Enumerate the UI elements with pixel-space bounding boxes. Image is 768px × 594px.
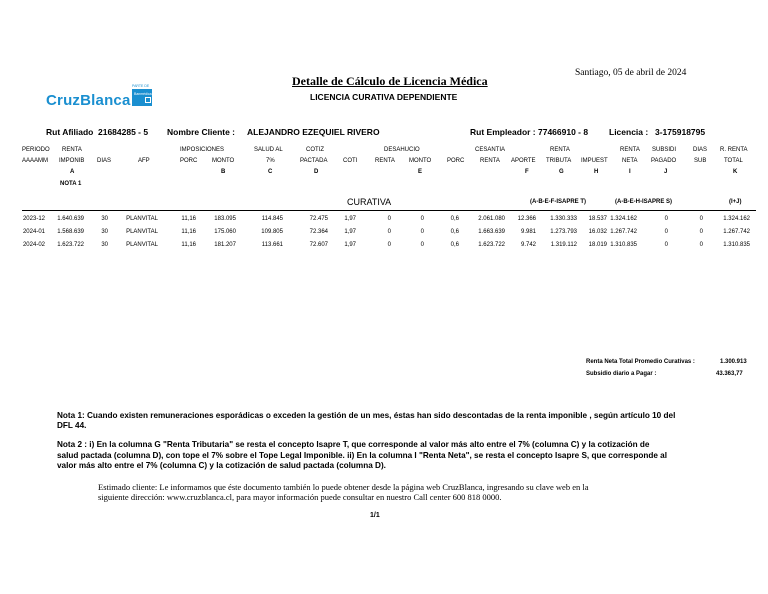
logo-box-mark [145,97,151,103]
document-title: Detalle de Cálculo de Licencia Médica [292,74,488,88]
col-renta-tributa: RENTA [550,147,570,153]
nota-2-line-2: salud pactada (columna D), con tope el 7% sobre el Tope Legal Imponible. ii) En la columna I "Renta Neta", se resta el concepto Isapre S, que corresponde al [57,451,667,460]
table-cell: 0 [387,216,391,222]
subsidio-label: Subsidio diario a Pagar : [586,371,657,377]
col-letter-k: K [733,169,738,175]
rut-empleador-label: Rut Empleador : [470,127,536,137]
col-pactada: PACTADA [300,158,328,164]
table-cell: 72.607 [309,242,328,248]
col-imponib: IMPONIB [59,158,85,164]
nota-1-line-1: Nota 1: Cuando existen remuneraciones esporádicas o exceden la gestión de un mes, éstas han sido descontadas de la renta imponible , según artículo 10 del [57,411,676,420]
table-cell: 72.364 [309,229,328,235]
table-cell: 1,97 [344,229,356,235]
rut-afiliado: 21684285 - 5 [98,127,149,137]
col-total: TOTAL [724,158,743,164]
col-subsidi: SUBSIDI [652,147,677,153]
renta-neta-label: Renta Neta Total Promedio Curativas : [586,359,695,365]
col-salud-pct: 7% [266,158,275,164]
table-cell: 0 [664,229,668,235]
table-cell: 30 [101,216,108,222]
table-cell: 30 [101,242,108,248]
table-cell: 1.330.333 [550,216,577,222]
col-coti: COTI [343,158,358,164]
table-cell: 11,16 [181,229,196,235]
col-letter-h: H [594,169,599,175]
formula-i: (A-B-E-H-ISAPRE S) [615,199,672,205]
footer-line-1: Estimado cliente: Le informamos que éste documento también lo puede obtener desde la página web CruzBlanca, ingresando su clave web en la [98,482,589,492]
subsidio-value: 43.363,77 [716,371,743,377]
col-porc-2: PORC [447,158,465,164]
table-cell: PLANVITAL [126,216,158,222]
col-r-renta: R. RENTA [720,147,748,153]
col-desahucio: DESAHUCIO [384,147,420,153]
table-cell: 1.319.112 [550,242,577,248]
table-cell: 1,97 [344,242,356,248]
banmedica-logo-icon [132,89,152,106]
table-cell: 0 [664,216,668,222]
table-cell: 1.568.639 [57,229,84,235]
table-cell: 1.623.722 [57,242,84,248]
table-cell: PLANVITAL [126,242,158,248]
table-cell: 183.095 [214,216,236,222]
licencia-label: Licencia : [609,127,649,137]
table-cell: 2.061.080 [478,216,505,222]
col-letter-j: J [664,169,668,175]
table-cell: 109.805 [261,229,283,235]
table-cell: 1.640.639 [57,216,84,222]
table-cell: 18.019 [588,242,607,248]
col-cesantia: CESANTIA [475,147,506,153]
col-renta: RENTA [62,147,82,153]
table-cell: 1.663.639 [478,229,505,235]
col-tributa: TRIBUTA [546,158,572,164]
table-cell: 9.742 [520,242,536,248]
col-afp: AFP [138,158,150,164]
table-cell: 0 [420,216,424,222]
table-cell: 11,16 [181,242,196,248]
table-cell: 0 [699,242,703,248]
col-letter-g: G [559,169,564,175]
licencia-number: 3-175918795 [655,127,706,137]
table-cell: 1.273.793 [550,229,577,235]
nota-2-line-1: Nota 2 : i) En la columna G "Renta Tributaria" se resta el concepto Isapre T, que corresponde al valor más alto entre el 7% (columna C) y la cotización de [57,440,650,449]
col-dias: DIAS [97,158,112,164]
col-impuest: IMPUEST [581,158,608,164]
table-cell: 2024-01 [22,229,45,235]
formula-g: (A-B-E-F-ISAPRE T) [530,199,586,205]
col-nota-1: NOTA 1 [60,181,82,187]
table-cell: 0 [387,229,391,235]
table-cell: 0 [420,242,424,248]
table-cell: 0,6 [450,242,459,248]
col-letter-i: I [629,169,631,175]
table-cell: 0 [420,229,424,235]
table-cell: 114.845 [261,216,283,222]
table-cell: 0 [664,242,668,248]
col-renta-neta: RENTA [620,147,640,153]
renta-neta-value: 1.300.913 [720,359,747,365]
table-separator [22,210,756,211]
rut-afiliado-label: Rut Afiliado [46,127,94,137]
table-cell: 16.032 [588,229,607,235]
table-cell: 181.207 [214,242,236,248]
table-cell: 72.475 [309,216,328,222]
table-cell: 12.366 [517,216,536,222]
table-cell: 113.661 [261,242,283,248]
table-cell: 1.310.835 [610,242,637,248]
table-cell: 0,6 [450,216,459,222]
col-sub: SUB [694,158,707,164]
table-cell: 0 [699,229,703,235]
col-periodo: PERIODO [22,147,50,153]
nota-2-line-3: valor más alto entre el 7% (columna C) y la cotización de salud pactada (columna D). [57,461,386,470]
document-date: Santiago, 05 de abril de 2024 [575,68,687,78]
section-curativa: CURATIVA [347,197,392,207]
table-cell: 1.310.835 [723,242,750,248]
page-number: 1/1 [370,512,380,519]
table-cell: 1.324.162 [723,216,750,222]
col-letter-b: B [221,169,226,175]
col-pagado: PAGADO [651,158,677,164]
logo-tagline: PARTE DE [132,84,150,88]
nota-1-line-2: DFL 44. [57,421,87,430]
col-letter-f: F [525,169,529,175]
col-aaaamm: AAAAMM [22,158,49,164]
col-monto: MONTO [212,158,235,164]
col-des-monto: MONTO [409,158,432,164]
table-cell: 2024-02 [22,242,45,248]
table-cell: 2023-12 [22,216,45,222]
nombre-cliente-label: Nombre Cliente : [167,127,236,137]
table-cell: 1.267.742 [610,229,637,235]
col-dias-sub: DIAS [693,147,708,153]
col-neta: NETA [622,158,638,164]
footer-line-2: siguiente dirección: www.cruzblanca.cl, para mayor información puede consultar en nuestro Call center 600 818 0000. [98,492,502,502]
nombre-cliente: ALEJANDRO EZEQUIEL RIVERO [247,127,380,137]
table-cell: PLANVITAL [126,229,158,235]
table-cell: 1.623.722 [478,242,505,248]
col-cotiz: COTIZ [306,147,324,153]
col-letter-c: C [268,169,273,175]
col-letter-d: D [314,169,319,175]
col-porc: PORC [180,158,198,164]
table-cell: 9.981 [520,229,536,235]
table-cell: 1.267.742 [723,229,750,235]
table-cell: 1,97 [344,216,356,222]
table-cell: 30 [101,229,108,235]
col-letter-e: E [418,169,423,175]
formula-k: (I+J) [729,199,742,205]
table-cell: 18.537 [588,216,607,222]
table-cell: 1.324.162 [610,216,637,222]
col-ces-renta: RENTA [480,158,500,164]
cruzblanca-logo: CruzBlanca [46,92,131,109]
document-subtitle: LICENCIA CURATIVA DEPENDIENTE [310,92,458,102]
col-des-renta: RENTA [375,158,395,164]
table-cell: 11,16 [181,216,196,222]
logo-box-text: Banmédica [134,92,152,96]
rut-empleador: 77466910 - 8 [538,127,589,137]
table-cell: 0 [387,242,391,248]
col-aporte: APORTE [511,158,536,164]
table-cell: 0,6 [450,229,459,235]
col-imposiciones: IMPOSICIONES [180,147,225,153]
table-cell: 175.060 [214,229,236,235]
table-cell: 0 [699,216,703,222]
col-letter-a: A [70,169,75,175]
col-salud: SALUD AL [254,147,283,153]
